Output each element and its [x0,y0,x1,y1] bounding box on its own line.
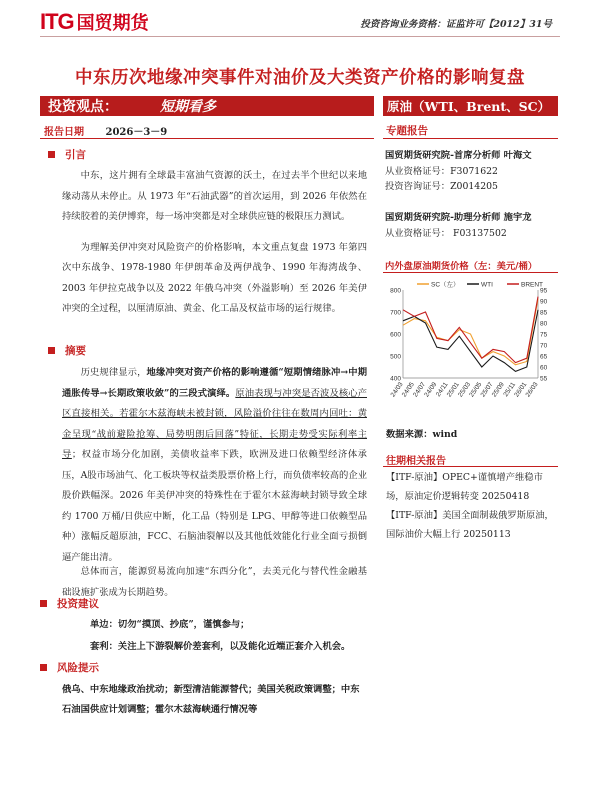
risk-heading-text: 风险提示 [57,662,99,674]
x-tick-label: 26/01 [513,381,529,399]
left-tick-label: 800 [390,287,401,295]
logo-name: 国贸期货 [76,13,149,34]
right-tick-label: 95 [540,287,548,295]
x-tick-label: 25/09 [490,381,506,399]
intro-paragraph-2: 为理解美伊冲突对风险资产的价格影响，本文重点复盘 1973 年第四次中东战争、1978-1980 年伊朗革命及两伊战争、1990 年海湾战争、2003 年伊拉克战争以及 2022 年俄乌冲突（外溢影响）至 2026 年美伊冲突的全过程，以厘清原油、黄金、化工品及权益市场的运行规律。 [62,241,367,314]
risk-heading [40,660,99,675]
analyst-card-2 [385,210,532,241]
left-tick-label: 600 [390,331,401,339]
right-tick-label: 60 [540,364,548,372]
chart-title: 内外盘原油期货价格（左：美元/桶） [385,261,538,272]
section-bullet-icon [48,151,55,158]
report-date-row [44,123,167,138]
legend-label: WTI [481,281,493,289]
related-report-2[interactable]: 【ITF-原油】美国全面制裁俄罗斯原油，国际油价大幅上行 20250113 [386,510,554,540]
abstract-paragraph-1 [62,363,367,568]
investment-view-bar [40,96,374,116]
analyst-1-license: 从业资格证号：F3071622 [385,165,498,177]
company-logo [40,10,149,34]
right-tick-label: 85 [540,309,548,317]
x-tick-label: 25/01 [445,381,461,399]
suggestion-text-2: 关注上下游裂解价差套利，以及能化近端正套介入机会。 [117,641,351,652]
analyst-1-consult-license: 投资咨询证号：Z0014205 [385,181,498,192]
abstract-heading [48,343,86,358]
related-reports-divider [383,466,558,467]
license-note: 投资咨询业务资格：证监许可【2012】31号 [360,19,552,30]
left-tick-label: 400 [390,375,401,383]
right-tick-label: 55 [540,375,548,383]
right-tick-label: 90 [540,298,548,306]
view-label: 投资观点： [48,99,118,115]
suggestion-line-1 [90,616,249,630]
x-tick-label: 24/03 [389,381,405,399]
left-tick-label: 500 [390,353,401,361]
right-tick-label: 80 [540,320,548,328]
analyst-2-title: 国贸期货研究院-助理分析师 施宇龙 [385,212,532,223]
abstract-paragraph-2: 总体而言，能源贸易流向加速“东西分化”，去美元化与替代性金融基础设施扩张成为长期趋势。 [62,566,367,598]
x-tick-label: 24/05 [400,381,416,399]
oil-price-chart [383,278,558,423]
suggestion-line-2 [90,638,350,652]
abstract-heading-text: 摘要 [65,345,86,357]
right-tick-label: 75 [540,331,548,339]
right-tick-label: 65 [540,353,548,361]
suggestion-heading [40,596,99,611]
analyst-1-title: 国贸期货研究院-首席分析师 叶海文 [385,150,532,161]
report-type-divider [383,138,558,139]
x-tick-label: 25/07 [479,381,495,399]
view-value: 短期看多 [160,99,216,115]
x-tick-label: 25/03 [457,381,473,399]
related-report-1[interactable]: 【ITF-原油】OPEC+谨慎增产维稳市场，原油定价逻辑转变 20250418 [386,472,543,502]
commodity-bar [383,96,558,116]
report-title: 中东历次地缘冲突事件对油价及大类资产价格的影响复盘 [75,68,525,88]
logo-mark: ITG [40,9,74,34]
abstract-text-1: 历史规律显示， [80,367,147,378]
abstract-text-2: ；权益市场分化加剧，美债收益率下跌，欧洲及进口依赖型经济体承压，A股市场油气、化工板块等权益类股票价格上行，而负债率较高的企业股价跌幅深。2026 年美伊冲突的特殊性在于霍尔木兹海峡封锁导致全球约 1700 万桶/日供应中断，化工品（特别是 LPG、甲醇等进口依赖型品种）涨幅反超原油，FCC、石脑油裂解以及其他低效能化行业全面亏损倒逼产能出清。 [62,449,367,563]
suggestion-heading-text: 投资建议 [57,598,99,610]
legend-label: SC（左） [431,281,460,289]
related-reports-heading: 往期相关报告 [386,456,446,467]
x-tick-label: 24/09 [423,381,439,399]
suggestion-label-2: 套利： [90,641,118,652]
left-tick-label: 700 [390,309,401,317]
chart-title-divider [383,272,558,273]
chart-source: 数据来源：wind [386,429,458,440]
date-divider [40,138,374,139]
x-tick-label: 24/07 [412,381,428,399]
series-line [403,297,538,363]
abstract-underlined-text: 原油表现与冲突是否波及核心产区直接相关。若霍尔木兹海峡未被封锁，风险溢价往往在数周内回吐：黄金呈现“战前避险抢筹、局势明朗后回落”特征，长期走势受实际利率主导 [62,387,367,460]
legend-label: BRENT [521,281,544,289]
x-tick-label: 25/11 [502,381,518,399]
suggestion-label-1: 单边： [90,619,118,630]
intro-heading [48,147,86,162]
abstract-key-sentence: 地缘冲突对资产价格的影响遵循“短期情绪脉冲→中期通胀传导→长期政策收敛”的三段式演绎。 [62,367,367,399]
section-bullet-icon [48,347,55,354]
suggestion-text-1: 切勿“摸顶、抄底”，谨慎参与； [117,619,250,630]
analyst-card-1 [385,148,532,195]
analyst-2-license: 从业资格证号： F03137502 [385,227,507,239]
section-bullet-icon [40,664,47,671]
x-tick-label: 25/05 [468,381,484,399]
x-tick-label: 26/03 [524,381,540,399]
date-value: 2026－3－9 [105,127,168,138]
commodity-label: 原油（WTI、Brent、SC） [387,99,551,114]
series-line [403,299,538,365]
intro-heading-text: 引言 [65,149,86,161]
header-divider [40,36,560,37]
date-label: 报告日期 [44,127,84,138]
intro-section [62,166,367,320]
intro-paragraph-1: 中东，这片拥有全球最丰富油气资源的沃土，在过去半个世纪以来地缘动荡从未停止。从 1973 年“石油武器”的首次运用，到 2026 年依然在持续胶着的美伊博弈，每一场冲突都是对全球供应链的极限压力测试。 [62,170,367,222]
right-tick-label: 70 [540,342,548,350]
report-type-heading: 专题报告 [386,125,428,137]
risk-text: 俄乌、中东地缘政治扰动；新型清洁能源替代；美国关税政策调整；中东石油国供应计划调整；霍尔木兹海峡通行情况等 [62,684,360,715]
x-tick-label: 24/11 [434,381,450,399]
section-bullet-icon [40,600,47,607]
